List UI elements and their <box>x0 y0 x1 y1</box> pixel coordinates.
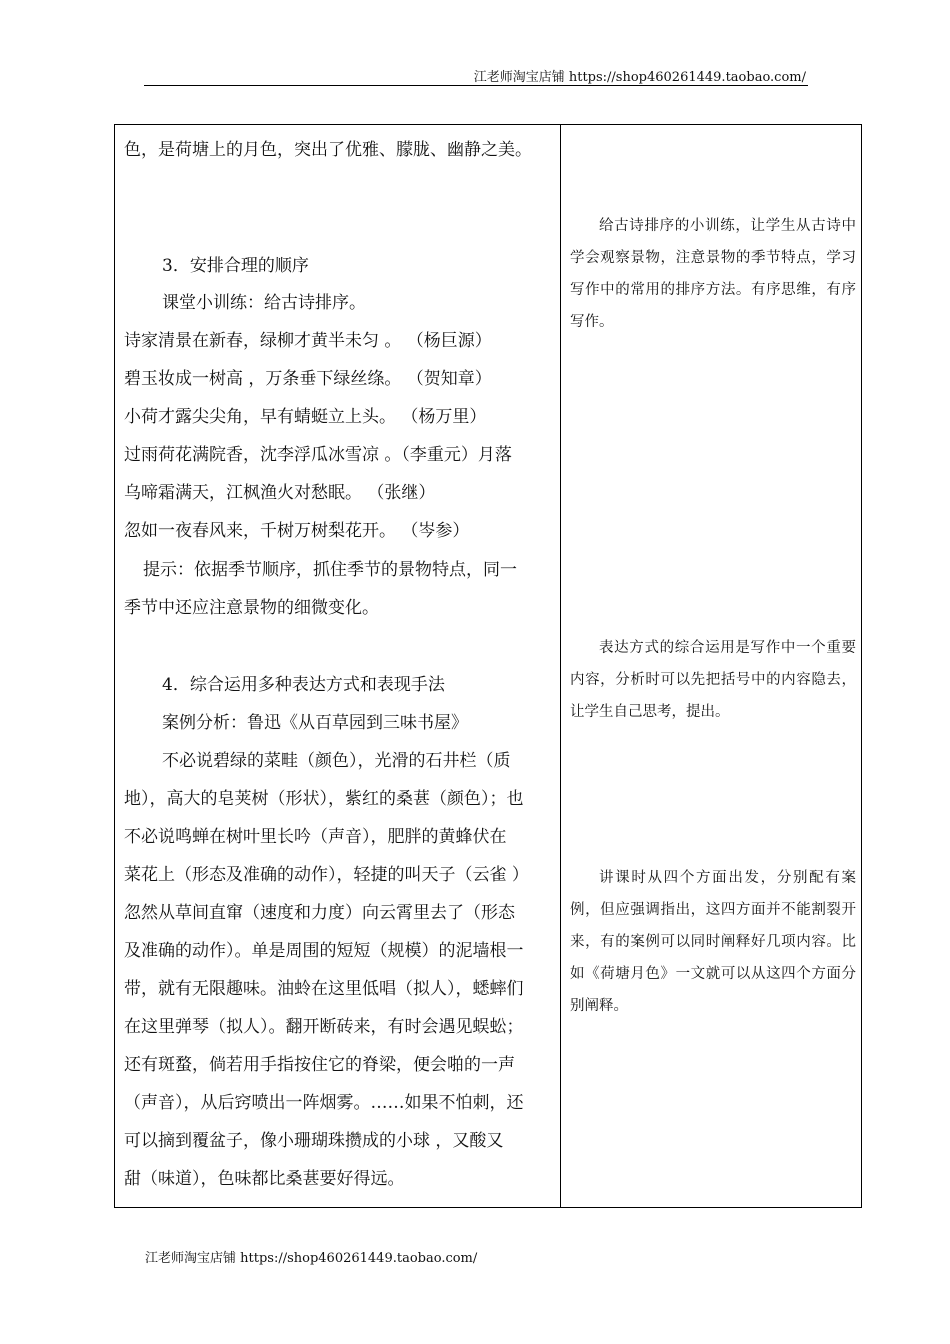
teaching-note-1: 给古诗排序的小训练，让学生从古诗中学会观察景物，注意景物的季节特点，学习写作中的常用的排序方法。有序思维，有序写作。 <box>570 218 856 330</box>
excerpt-line-9: 还有斑蝥，倘若用手指按住它的脊梁，便会啪的一声 <box>124 1055 515 1075</box>
column-divider <box>560 124 561 1208</box>
excerpt-line-5: 忽然从草间直窜（速度和力度）向云霄里去了（形态 <box>124 903 515 923</box>
case-analysis-line: 案例分析：鲁迅《从百草园到三味书屋》 <box>162 713 468 733</box>
left-line-1: 色，是荷塘上的月色，突出了优雅、朦胧、幽静之美。 <box>124 140 532 160</box>
excerpt-line-4: 菜花上（形态及准确的动作），轻捷的叫天子（云雀 ） <box>124 865 529 885</box>
page-header-text: 江老师淘宝店铺 https://shop460261449.taobao.com/ <box>473 70 806 85</box>
teaching-note-2: 表达方式的综合运用是写作中一个重要内容，分析时可以先把括号中的内容隐去，让学生自己思考，提出。 <box>570 640 856 720</box>
poem-line-4: 过雨荷花满院香，沈李浮瓜冰雪凉 。（李重元）月落 <box>124 445 512 465</box>
poem-line-2: 碧玉妆成一树高 ，万条垂下绿丝绦。 （贺知章） <box>124 369 492 389</box>
excerpt-line-7: 带，就有无限趣味。油蛉在这里低唱（拟人），蟋蟀们 <box>124 979 524 999</box>
teaching-note-3: 讲课时从四个方面出发，分别配有案例，但应强调指出，这四方面并不能割裂开来，有的案例可以同时阐释好几项内容。比如《荷塘月色》一文就可以从这四个方面分别阐释。 <box>570 870 856 1014</box>
excerpt-line-12: 甜（味道），色味都比桑葚要好得远。 <box>124 1169 405 1189</box>
header-rule <box>144 85 808 86</box>
excerpt-line-8: 在这里弹琴（拟人）。翻开断砖来，有时会遇见蜈蚣； <box>124 1017 524 1037</box>
hint-line-1: 提示：依据季节顺序，抓住季节的景物特点，同一 <box>143 560 517 580</box>
excerpt-line-10: （声音），从后窍喷出一阵烟雾。……如果不怕刺，还 <box>124 1093 524 1113</box>
section-heading-4: 4．综合运用多种表达方式和表现手法 <box>162 675 445 695</box>
excerpt-line-11: 可以摘到覆盆子，像小珊瑚珠攒成的小球 ，又酸又 <box>124 1131 504 1151</box>
page-footer-text: 江老师淘宝店铺 https://shop460261449.taobao.com/ <box>145 1251 478 1266</box>
poem-line-5: 乌啼霜满天，江枫渔火对愁眠。 （张继） <box>124 483 436 503</box>
hint-line-2: 季节中还应注意景物的细微变化。 <box>124 598 379 618</box>
excerpt-line-6: 及准确的动作）。单是周围的短短（规模）的泥墙根一 <box>124 941 524 961</box>
excerpt-line-1: 不必说碧绿的菜畦（颜色），光滑的石井栏（质 <box>162 751 511 771</box>
section-heading-3: 3．安排合理的顺序 <box>162 256 309 276</box>
left-line-3: 课堂小训练：给古诗排序。 <box>162 293 366 313</box>
poem-line-3: 小荷才露尖尖角，早有蜻蜓立上头。 （杨万里） <box>124 407 487 427</box>
poem-line-1: 诗家清景在新春，绿柳才黄半未匀 。 （杨巨源） <box>124 331 492 351</box>
poem-line-6: 忽如一夜春风来，千树万树梨花开。 （岑参） <box>124 521 470 541</box>
excerpt-line-2: 地），高大的皂荚树（形状），紫红的桑葚（颜色）；也 <box>124 789 524 809</box>
excerpt-line-3: 不必说鸣蝉在树叶里长吟（声音），肥胖的黄蜂伏在 <box>124 827 507 847</box>
